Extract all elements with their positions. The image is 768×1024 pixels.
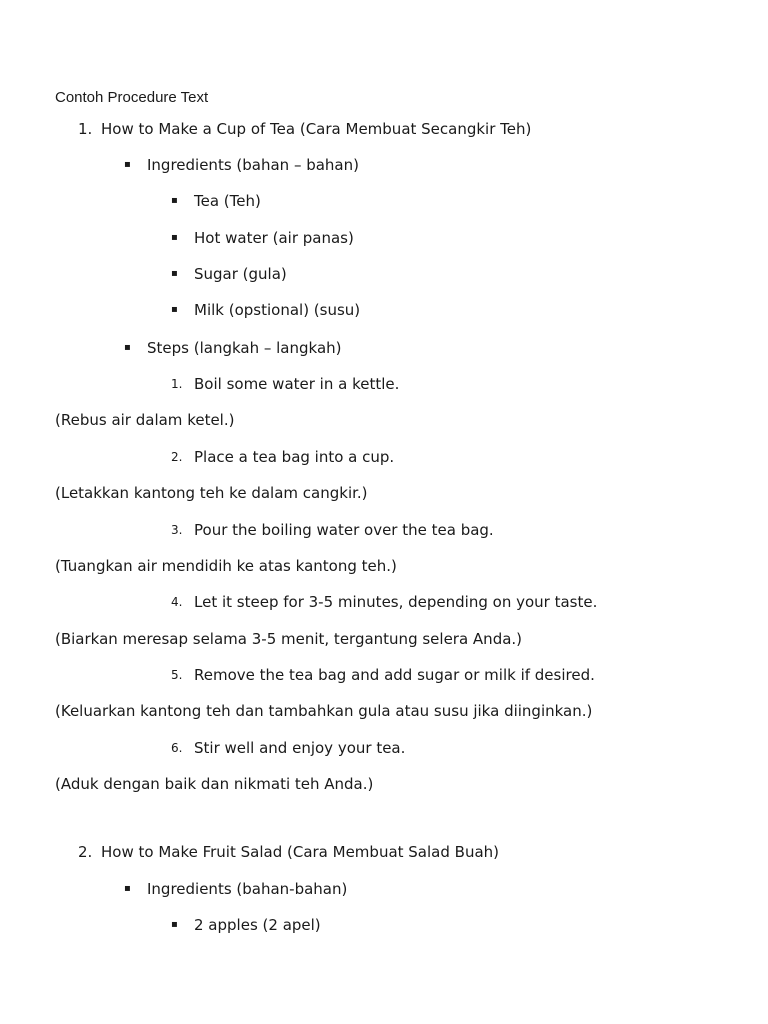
section-1-heading: How to Make a Cup of Tea (Cara Membuat Secangkir Teh) [101,120,532,138]
step-translation: (Biarkan meresap selama 3-5 menit, tergantung selera Anda.) [55,630,523,648]
step-text: Place a tea bag into a cup. [194,448,395,466]
step-translation: (Letakkan kantong teh ke dalam cangkir.) [55,484,368,502]
bullet-icon: ▪ [171,232,178,243]
step-number: 6. [171,741,183,755]
steps-label: Steps (langkah – langkah) [147,339,342,357]
step-translation: (Tuangkan air mendidih ke atas kantong teh.) [55,557,397,575]
bullet-icon: ▪ [171,268,178,279]
bullet-icon: ▪ [124,883,131,894]
step-text: Stir well and enjoy your tea. [194,739,406,757]
step-translation: (Keluarkan kantong teh dan tambahkan gula atau susu jika diinginkan.) [55,702,593,720]
list-item: Hot water (air panas) [194,229,354,247]
bullet-icon: ▪ [171,304,178,315]
ingredients-label: Ingredients (bahan – bahan) [147,156,359,174]
list-item: 2 apples (2 apel) [194,916,321,934]
bullet-icon: ▪ [171,195,178,206]
list-item: Sugar (gula) [194,265,287,283]
step-translation: (Aduk dengan baik dan nikmati teh Anda.) [55,775,374,793]
step-number: 5. [171,668,183,682]
step-number: 1. [171,377,183,391]
document-title: Contoh Procedure Text [55,89,209,106]
ingredients-label: Ingredients (bahan-bahan) [147,880,348,898]
step-number: 4. [171,595,183,609]
section-2-heading: How to Make Fruit Salad (Cara Membuat Salad Buah) [101,843,499,861]
bullet-icon: ▪ [124,159,131,170]
step-number: 2. [171,450,183,464]
list-item: Milk (opstional) (susu) [194,301,361,319]
bullet-icon: ▪ [171,919,178,930]
section-1-number: 1. [78,120,93,138]
step-text: Boil some water in a kettle. [194,375,400,393]
step-text: Pour the boiling water over the tea bag. [194,521,494,539]
step-text: Remove the tea bag and add sugar or milk if desired. [194,666,595,684]
list-item: Tea (Teh) [194,192,261,210]
step-text: Let it steep for 3-5 minutes, depending on your taste. [194,593,598,611]
step-translation: (Rebus air dalam ketel.) [55,411,235,429]
bullet-icon: ▪ [124,342,131,353]
step-number: 3. [171,523,183,537]
section-2-number: 2. [78,843,93,861]
